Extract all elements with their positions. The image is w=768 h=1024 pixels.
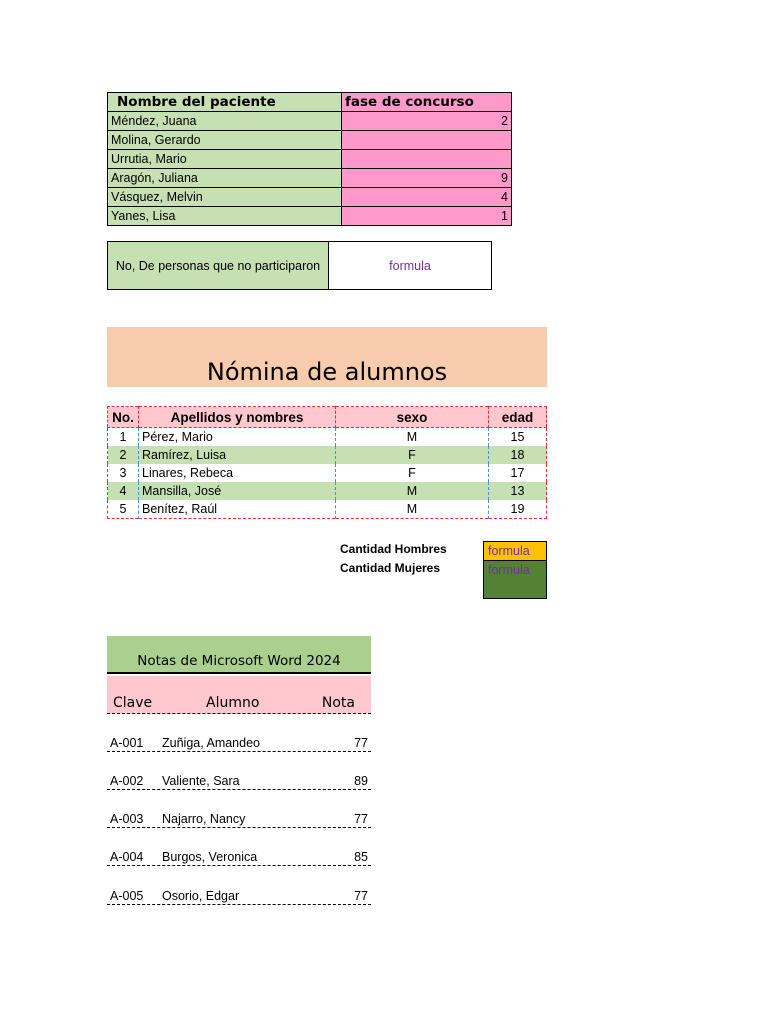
table-row [108,446,547,464]
table-row [108,207,512,226]
student-no-cell[interactable]: 2 [108,446,139,464]
cantidad-mujeres-formula[interactable]: formula [483,560,547,599]
patient-name-cell[interactable]: Méndez, Juana [108,112,342,131]
student-sexo-cell[interactable]: M [336,428,489,447]
patient-phase-cell[interactable]: 1 [342,207,512,226]
student-sexo-cell[interactable]: M [336,500,489,519]
header-edad[interactable]: edad [489,407,547,428]
table-row [108,188,512,207]
patient-phase-cell[interactable]: 9 [342,169,512,188]
student-name-cell[interactable]: Linares, Rebeca [139,464,336,482]
header-no[interactable]: No. [108,407,139,428]
patient-name-cell[interactable]: Vásquez, Melvin [108,188,342,207]
table-row [108,428,547,447]
table-row [108,169,512,188]
student-sexo-cell[interactable]: F [336,464,489,482]
header-clave[interactable]: Clave [113,695,153,711]
header-nombre-paciente[interactable]: Nombre del paciente [108,93,342,112]
student-edad-cell[interactable]: 18 [489,446,547,464]
table-row [107,809,371,828]
student-edad-cell[interactable]: 17 [510,465,525,480]
table-row [107,847,371,866]
patient-name-cell[interactable]: Molina, Gerardo [108,131,342,150]
table-row [108,482,547,500]
patient-phase-cell[interactable] [342,150,512,169]
nomina-table [107,406,547,519]
student-no-cell[interactable]: 3 [108,464,139,482]
header-sexo[interactable]: sexo [336,407,489,428]
header-alumno[interactable]: Alumno [206,695,260,711]
notas-clave-cell[interactable]: A-005 [110,889,144,903]
student-no-cell[interactable]: 4 [108,482,139,500]
table-row [107,886,371,905]
cantidad-mujeres-label[interactable]: Cantidad Mujeres [340,561,441,575]
notas-alumno-cell[interactable]: Burgos, Veronica [162,850,258,864]
student-name-cell[interactable]: Mansilla, José [139,482,336,500]
patient-name-cell[interactable]: Urrutia, Mario [108,150,342,169]
notas-header-row [107,676,371,714]
no-participaron-formula[interactable]: formula [389,258,431,273]
patient-phase-cell[interactable] [342,131,512,150]
table-row [108,112,512,131]
no-participaron-box [107,241,492,290]
cantidad-hombres-formula[interactable]: formula [483,541,547,560]
student-edad-cell[interactable]: 15 [510,429,525,444]
student-no-cell[interactable]: 5 [108,500,139,519]
no-participaron-label[interactable]: No, De personas que no participaron [108,242,329,289]
nomina-header-row [108,407,547,428]
header-nota[interactable]: Nota [321,695,355,711]
notas-clave-cell[interactable]: A-003 [110,812,144,826]
table-row [107,733,371,752]
notas-nota-cell[interactable]: 89 [354,774,368,788]
student-sexo-cell[interactable]: M [336,482,489,500]
notas-clave-cell[interactable]: A-004 [110,850,144,864]
table-row [108,500,547,519]
notas-alumno-cell[interactable]: Zuñiga, Amandeo [162,736,260,750]
table-row [108,464,547,482]
table-row [108,150,512,169]
notas-nota-cell[interactable]: 77 [354,889,368,903]
notas-title[interactable]: Notas de Microsoft Word 2024 [107,636,371,674]
patients-header-row [108,93,512,112]
patients-table [107,92,512,226]
notas-nota-cell[interactable]: 77 [354,812,368,826]
table-row [107,771,371,790]
table-row [108,131,512,150]
header-apellidos-nombres[interactable]: Apellidos y nombres [139,407,336,428]
patient-phase-cell[interactable]: 2 [342,112,512,131]
student-edad-cell[interactable]: 19 [510,501,525,516]
student-name-cell[interactable]: Benítez, Raúl [139,500,336,519]
student-name-cell[interactable]: Ramírez, Luisa [139,446,336,464]
header-fase-concurso[interactable]: fase de concurso [342,93,512,112]
student-edad-cell[interactable]: 13 [489,482,547,500]
patient-name-cell[interactable]: Aragón, Juliana [108,169,342,188]
student-sexo-cell[interactable]: F [336,446,489,464]
notas-nota-cell[interactable]: 85 [354,850,368,864]
notas-alumno-cell[interactable]: Najarro, Nancy [162,812,246,826]
student-no-cell[interactable]: 1 [108,428,139,447]
notas-clave-cell[interactable]: A-002 [110,774,144,788]
patient-name-cell[interactable]: Yanes, Lisa [108,207,342,226]
notas-alumno-cell[interactable]: Valiente, Sara [162,774,240,788]
notas-nota-cell[interactable]: 77 [354,736,368,750]
notas-clave-cell[interactable]: A-001 [110,736,144,750]
student-name-cell[interactable]: Pérez, Mario [139,428,336,447]
patient-phase-cell[interactable]: 4 [342,188,512,207]
notas-alumno-cell[interactable]: Osorio, Edgar [162,889,240,903]
nomina-title[interactable]: Nómina de alumnos [107,327,547,387]
cantidad-hombres-label[interactable]: Cantidad Hombres [340,542,447,556]
